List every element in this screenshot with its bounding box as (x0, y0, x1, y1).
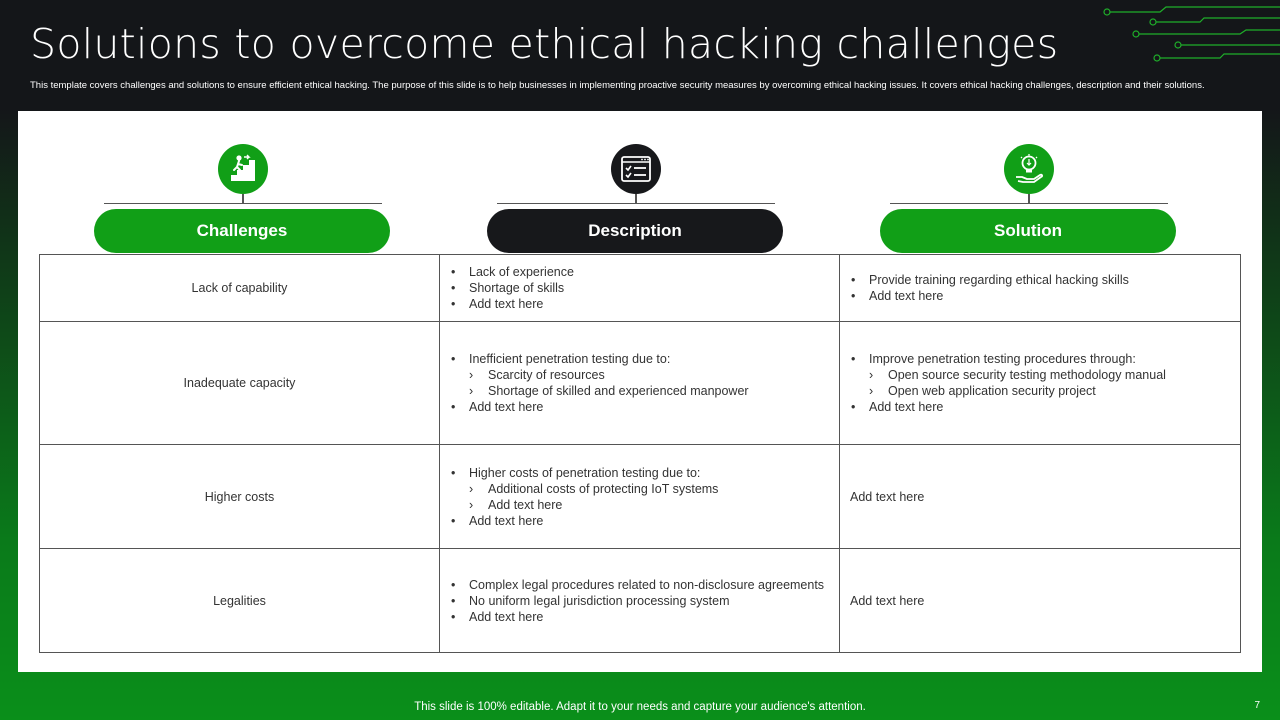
description-cell (440, 255, 840, 322)
connector-line (497, 203, 775, 204)
challenge-cell: Inadequate capacity (40, 322, 440, 445)
sub-bullet-item: › Open source security testing methodology manual (869, 367, 1230, 383)
description-cell (440, 322, 840, 445)
challenge-cell: Lack of capability (40, 255, 440, 322)
sub-bullet-item: › Open web application security project (869, 383, 1230, 399)
sub-bullet-item: › Shortage of skilled and experienced manpower (469, 383, 829, 399)
solution-label: Solution (880, 209, 1176, 253)
bullet-item: • Add text here (450, 296, 829, 312)
table-row (40, 322, 1241, 445)
bullet-text: Inefficient penetration testing due to: (469, 352, 671, 366)
table-row (40, 445, 1241, 549)
slide-subtitle: This template covers challenges and solutions to ensure efficient ethical hacking. The purpose of this slide is to help businesses in implementing proactive security measures by overcoming ethical hacking issues. It covers ethical hacking challenges, description and their solutions. (30, 80, 1205, 91)
stairs-climb-icon (218, 144, 268, 194)
bullet-item: • Shortage of skills (450, 280, 829, 296)
solution-cell (840, 255, 1241, 322)
slide-title: Solutions to overcome ethical hacking challenges (30, 20, 1059, 68)
bullet-text: Improve penetration testing procedures through: (869, 352, 1136, 366)
sub-bullet-item: › Scarcity of resources (469, 367, 829, 383)
connector-line (890, 203, 1168, 204)
bullet-item (850, 351, 1230, 399)
solution-cell: Add text here (840, 445, 1241, 549)
table-row (40, 255, 1241, 322)
sub-bullet-item: › Add text here (469, 497, 829, 513)
checklist-window-icon (611, 144, 661, 194)
challenge-cell: Higher costs (40, 445, 440, 549)
challenges-table (39, 254, 1241, 653)
bullet-item: • Add text here (450, 609, 829, 625)
lightbulb-hand-icon (1004, 144, 1054, 194)
bullet-item: • Lack of experience (450, 264, 829, 280)
bullet-item: • Add text here (450, 399, 829, 415)
solution-cell (840, 322, 1241, 445)
page-number: 7 (1254, 700, 1260, 711)
challenge-cell: Legalities (40, 549, 440, 653)
solution-cell: Add text here (840, 549, 1241, 653)
bullet-item: • Add text here (850, 399, 1230, 415)
content-panel (18, 111, 1262, 672)
bullet-item: • Add text here (450, 513, 829, 529)
bullet-item: • Add text here (850, 288, 1230, 304)
bullet-item: • Complex legal procedures related to non-disclosure agreements (450, 577, 829, 593)
bullet-item: • No uniform legal jurisdiction processing system (450, 593, 829, 609)
circuit-decoration (1100, 0, 1280, 70)
description-cell (440, 445, 840, 549)
connector-line (104, 203, 382, 204)
challenges-label: Challenges (94, 209, 390, 253)
table-row (40, 549, 1241, 653)
footer-note: This slide is 100% editable. Adapt it to your needs and capture your audience's attention. (414, 701, 866, 713)
sub-bullet-item: › Additional costs of protecting IoT systems (469, 481, 829, 497)
bullet-item (450, 351, 829, 399)
description-label: Description (487, 209, 783, 253)
description-cell (440, 549, 840, 653)
bullet-text: Higher costs of penetration testing due to: (469, 465, 701, 480)
bullet-item (450, 465, 829, 513)
bullet-item: • Provide training regarding ethical hacking skills (850, 272, 1230, 288)
